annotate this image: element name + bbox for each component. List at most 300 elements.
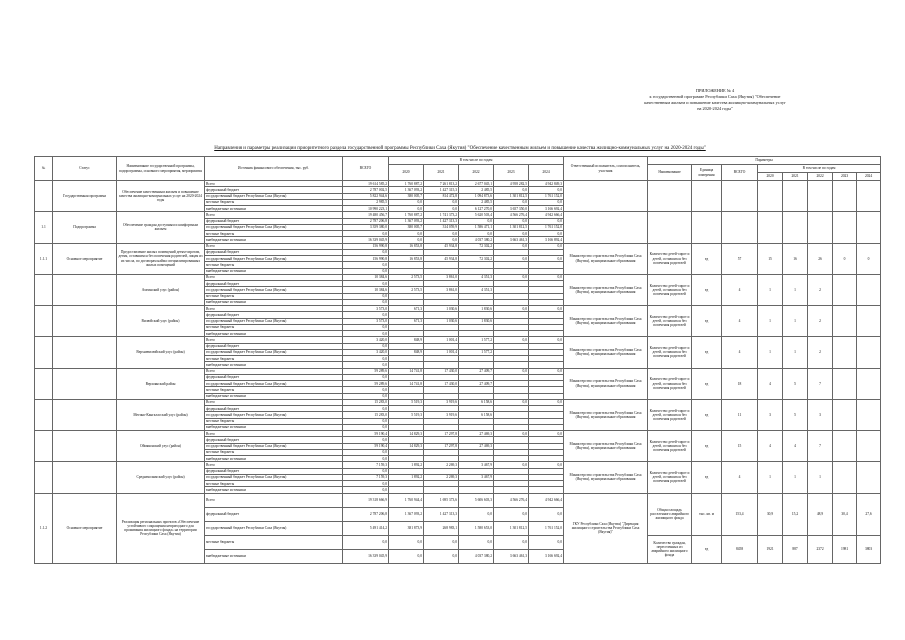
amount-cell: 0,0 — [389, 535, 424, 549]
param-unit: ед — [692, 306, 722, 337]
amount-cell: 156 990,8 — [343, 243, 389, 249]
amount-cell: 1 094 873,6 — [459, 193, 494, 199]
param-year-value: 4 — [758, 368, 783, 399]
row-number — [35, 431, 53, 462]
row-number — [35, 368, 53, 399]
amount-cell: 7 159,3 — [343, 474, 389, 480]
amount-cell: 19 318 666,9 — [343, 493, 389, 507]
header-param-by-years: В том числе по годам — [758, 165, 881, 173]
amount-cell: 1 577,2 — [459, 349, 494, 355]
row-name: Верхневилюйский улус (район) — [117, 337, 205, 368]
amount-cell: 0,0 — [424, 549, 459, 563]
source-label: внебюджетные источники — [205, 424, 343, 430]
param-unit: ед — [692, 462, 722, 493]
amount-cell: 0,0 — [343, 262, 389, 268]
amount-cell: 1 427 313,3 — [424, 507, 459, 521]
amount-cell: 848,9 — [389, 349, 424, 355]
amount-cell: 17 297,8 — [424, 431, 459, 437]
param-year-value — [833, 431, 857, 462]
amount-cell: 2 485,5 — [459, 187, 494, 193]
param-total: 8458 — [722, 535, 758, 563]
param-year-value: 1 — [808, 462, 833, 493]
row-status: Основное мероприятие — [53, 493, 117, 563]
row-status: Подпрограмма — [53, 212, 117, 243]
amount-cell: 4 037 380,2 — [459, 549, 494, 563]
param-total — [722, 212, 758, 243]
param-name — [648, 212, 692, 243]
amount-cell: 0,0 — [343, 343, 389, 349]
amount-cell: 1 580 653,0 — [459, 521, 494, 535]
param-year-value: 15,2 — [783, 493, 808, 535]
amount-cell: 381 873,9 — [389, 521, 424, 535]
amount-cell: 0,0 — [494, 231, 529, 237]
amount-cell: 380 005,7 — [389, 224, 424, 230]
amount-cell: 268 983,1 — [424, 521, 459, 535]
row-name: Обеспечение качественным жильем и повышение качества жилищно-коммунальных услуг на 2020-2024 годы — [117, 181, 205, 212]
amount-cell: 1 301 812,5 — [494, 193, 529, 199]
row-name: Амгинский улус (район) — [117, 274, 205, 305]
source-label: государственный бюджет Республики Саха (Якутия) — [205, 318, 343, 324]
param-year-value — [857, 431, 881, 462]
amount-cell: 27 469,3 — [459, 431, 494, 437]
amount-cell: 2 573,5 — [389, 287, 424, 293]
amount-cell: 6 127 270,0 — [459, 206, 494, 212]
amount-cell: 0,0 — [343, 468, 389, 474]
amount-cell: 0,0 — [343, 424, 389, 430]
amount-cell: 0,0 — [343, 449, 389, 455]
param-year-value: 2372 — [808, 535, 833, 563]
param-year-value: 1 — [758, 274, 783, 305]
source-label: местные бюджеты — [205, 324, 343, 330]
amount-cell: 1 367 093,2 — [389, 218, 424, 224]
amount-cell: 10 990 223,1 — [343, 206, 389, 212]
header-year-2020: 2020 — [389, 165, 424, 181]
param-unit: ед — [692, 535, 722, 563]
amount-cell: 59 190,4 — [343, 443, 389, 449]
header-by-years: В том числе по годам — [389, 157, 564, 165]
executor-cell: Министерство строительства Республики Саха (Якутия), муниципальные образования — [564, 337, 648, 368]
param-unit — [692, 181, 722, 212]
amount-cell: 2 677 045,1 — [459, 181, 494, 187]
row-name: Среднеколымский улус (район) — [117, 462, 205, 493]
amount-cell: 7 159,3 — [343, 462, 389, 468]
header-param-total: ВСЕГО — [722, 165, 758, 181]
amount-cell: 14 829,3 — [389, 431, 424, 437]
table-row — [35, 493, 881, 507]
header-num: № — [35, 157, 53, 181]
amount-cell: 19 614 585,2 — [343, 181, 389, 187]
amount-cell: 0,0 — [343, 331, 389, 337]
executor-cell: ГКУ Республики Саха (Якутия) "Дирекция жилищного строительства Республики Саха (Якутия)" — [564, 493, 648, 563]
amount-cell: 0,0 — [424, 199, 459, 205]
amount-cell: 1 586 471,1 — [459, 224, 494, 230]
header-year-2021: 2021 — [424, 165, 459, 181]
param-year-value: 3803 — [857, 535, 881, 563]
header-param-2021: 2021 — [783, 173, 808, 181]
source-label: внебюджетные источники — [205, 206, 343, 212]
row-number — [35, 274, 53, 305]
amount-cell: 0,0 — [529, 256, 564, 262]
amount-cell: 59 190,4 — [343, 431, 389, 437]
amount-cell: 5 606 603,3 — [459, 493, 494, 507]
source-label: федеральный бюджет — [205, 406, 343, 412]
param-year-value — [833, 274, 857, 305]
amount-cell: 2 269,3 — [424, 474, 459, 480]
amount-cell: 0,0 — [529, 462, 564, 468]
param-year-value: 1 — [783, 462, 808, 493]
param-year-value — [833, 306, 857, 337]
source-label: федеральный бюджет — [205, 218, 343, 224]
amount-cell: 0,0 — [459, 507, 494, 521]
amount-cell: 16 853,8 — [389, 243, 424, 249]
amount-cell: 1 001,4 — [424, 349, 459, 355]
source-label: местные бюджеты — [205, 449, 343, 455]
param-total: 4 — [722, 337, 758, 368]
source-label: Всего — [205, 399, 343, 405]
row-status — [53, 306, 117, 337]
source-label: Всего — [205, 462, 343, 468]
amount-cell: 0,0 — [494, 306, 529, 312]
source-label: внебюджетные источники — [205, 549, 343, 563]
amount-cell: 3 861,0 — [424, 287, 459, 293]
param-year-value: 1 — [783, 306, 808, 337]
amount-cell: 0,0 — [343, 356, 389, 362]
param-year-value: 3 — [758, 399, 783, 430]
amount-cell: 45 934,8 — [424, 256, 459, 262]
param-total — [722, 181, 758, 212]
row-name: Мегино-Кангаласский улус (район) — [117, 399, 205, 430]
row-number: 1.1.1 — [35, 243, 53, 274]
amount-cell: 1 892,2 — [389, 474, 424, 480]
param-unit: ед — [692, 243, 722, 274]
source-label: Всего — [205, 274, 343, 280]
amount-cell: 4 351,3 — [459, 287, 494, 293]
row-name: Реализация региональных проектов «Обеспечение устойчивого сокращения непригодного для проживания жилищного фонда» на территории Республики Саха (Якутия) — [117, 493, 205, 563]
amount-cell: 1 760 944,4 — [389, 493, 424, 507]
amount-cell: 0,0 — [343, 406, 389, 412]
amount-cell: 3 573,0 — [343, 318, 389, 324]
source-label: местные бюджеты — [205, 387, 343, 393]
param-total: 18 — [722, 368, 758, 399]
param-year-value: 7 — [808, 368, 833, 399]
amount-cell: 3 861,0 — [424, 274, 459, 280]
source-label: федеральный бюджет — [205, 281, 343, 287]
appendix-line: к государственной программе Республики Саха (Якутия) "Обеспечение — [649, 94, 781, 99]
source-label: государственный бюджет Республики Саха (Якутия) — [205, 224, 343, 230]
amount-cell: 0,0 — [529, 218, 564, 224]
amount-cell: 7 261 813,2 — [424, 181, 459, 187]
header-param-2022: 2022 — [808, 173, 833, 181]
executor-cell: Министерство строительства Республики Саха (Якутия), муниципальные образования — [564, 368, 648, 399]
param-name: Количество детей-сирот и детей, оставшихся без попечения родителей — [648, 274, 692, 305]
amount-cell: 1 301 812,5 — [494, 224, 529, 230]
param-name: Количество детей-сирот и детей, оставшихся без попечения родителей — [648, 431, 692, 462]
amount-cell: 10 384,6 — [343, 274, 389, 280]
amount-cell: 1 030,6 — [424, 318, 459, 324]
amount-cell: 4 566 276,4 — [494, 493, 529, 507]
amount-cell: 0,0 — [389, 206, 424, 212]
param-year-value: 1 — [783, 274, 808, 305]
source-label: федеральный бюджет — [205, 507, 343, 521]
param-year-value: 26 — [808, 243, 833, 274]
header-year-2024: 2024 — [529, 165, 564, 181]
param-year-value: 0 — [857, 243, 881, 274]
param-year-value: 1921 — [758, 535, 783, 563]
amount-cell: 380 005,7 — [389, 193, 424, 199]
source-label: внебюджетные источники — [205, 268, 343, 274]
amount-cell: 156 990,8 — [343, 256, 389, 262]
param-name: Количество детей-сирот и детей, оставшихся без попечения родителей — [648, 368, 692, 399]
param-name: Общая площадь расселенного аварийного жилищного фонда — [648, 493, 692, 535]
param-year-value: 1 — [758, 462, 783, 493]
amount-cell: 0,0 — [343, 293, 389, 299]
amount-cell: 3 467,9 — [459, 474, 494, 480]
amount-cell: 0,0 — [343, 249, 389, 255]
row-status: Основное мероприятие — [53, 243, 117, 274]
amount-cell: 0,0 — [389, 549, 424, 563]
amount-cell: 0,0 — [494, 199, 529, 205]
amount-cell: 1 761 152,0 — [529, 224, 564, 230]
amount-cell: 0,0 — [343, 324, 389, 330]
amount-cell: 0,0 — [529, 337, 564, 343]
executor-cell: Министерство строительства Республики Саха (Якутия), муниципальные образования — [564, 274, 648, 305]
source-label: государственный бюджет Республики Саха (Якутия) — [205, 193, 343, 199]
amount-cell: 1 001,4 — [424, 337, 459, 343]
amount-cell: 814 472,8 — [424, 193, 459, 199]
param-unit: ед — [692, 399, 722, 430]
program-table-body — [35, 181, 881, 564]
amount-cell: 3 657 350,0 — [494, 206, 529, 212]
amount-cell: 3 420,0 — [343, 349, 389, 355]
param-year-value: 1 — [758, 306, 783, 337]
source-label: местные бюджеты — [205, 356, 343, 362]
program-table-container — [34, 156, 880, 564]
param-unit: ед — [692, 431, 722, 462]
param-year-value: 2 — [808, 337, 833, 368]
param-year-value — [857, 462, 881, 493]
amount-cell: 5 519,3 — [389, 399, 424, 405]
amount-cell: 16 339 045,9 — [343, 549, 389, 563]
param-year-value — [857, 306, 881, 337]
amount-cell: 15 283,0 — [343, 412, 389, 418]
header-executor: Ответственный исполнитель, соисполнитель, участник — [564, 157, 648, 181]
amount-cell: 671,3 — [389, 306, 424, 312]
amount-cell: 1 761 152,0 — [529, 521, 564, 535]
row-number — [35, 306, 53, 337]
source-label: Всего — [205, 212, 343, 218]
source-label: федеральный бюджет — [205, 343, 343, 349]
amount-cell: 0,0 — [389, 237, 424, 243]
amount-cell: 0,0 — [529, 368, 564, 374]
amount-cell: 0,0 — [529, 306, 564, 312]
param-total: 57 — [722, 243, 758, 274]
executor-cell: Министерство строительства Республики Саха (Якутия), муниципальные образования — [564, 431, 648, 462]
amount-cell: 0,0 — [459, 218, 494, 224]
param-year-value: 2 — [808, 306, 833, 337]
amount-cell: 3 573,0 — [343, 306, 389, 312]
appendix-line: качественным жильем и повышение качества жилищно-коммунальных услуг — [644, 100, 786, 105]
param-total: 4 — [722, 274, 758, 305]
param-year-value — [783, 212, 808, 243]
amount-cell: 1 741 373,2 — [424, 212, 459, 218]
executor-cell: Министерство строительства Республики Саха (Якутия), муниципальные образования — [564, 399, 648, 430]
amount-cell: 314 059,9 — [424, 224, 459, 230]
amount-cell: 3 467,9 — [459, 462, 494, 468]
amount-cell: 2 787 206,8 — [343, 218, 389, 224]
header-params: Параметры — [648, 157, 881, 165]
amount-cell: 4 958 282,5 — [494, 181, 529, 187]
param-total: 4 — [722, 306, 758, 337]
amount-cell: 0,0 — [343, 268, 389, 274]
param-year-value: 30,4 — [833, 493, 857, 535]
param-year-value — [833, 181, 857, 212]
amount-cell: 2 985,5 — [343, 199, 389, 205]
source-label: федеральный бюджет — [205, 312, 343, 318]
amount-cell: 14 829,3 — [389, 443, 424, 449]
amount-cell: 0,0 — [494, 243, 529, 249]
amount-cell: 5 822 944,6 — [343, 193, 389, 199]
amount-cell: 0,0 — [494, 368, 529, 374]
source-label: Всего — [205, 306, 343, 312]
amount-cell: 3 166 692,4 — [529, 549, 564, 563]
amount-cell: 27 409,7 — [459, 381, 494, 387]
amount-cell: 1 892,2 — [389, 462, 424, 468]
amount-cell: 848,9 — [389, 337, 424, 343]
amount-cell: 0,0 — [343, 362, 389, 368]
source-label: местные бюджеты — [205, 481, 343, 487]
amount-cell: 59 289,6 — [343, 368, 389, 374]
row-name: Оймяконский улус (район) — [117, 431, 205, 462]
amount-cell: 16 339 045,9 — [343, 237, 389, 243]
param-total: 11 — [722, 399, 758, 430]
source-label: федеральный бюджет — [205, 249, 343, 255]
amount-cell: 27 469,3 — [459, 443, 494, 449]
amount-cell: 0,0 — [424, 206, 459, 212]
param-name — [648, 181, 692, 212]
param-year-value: 5 — [783, 368, 808, 399]
source-label: государственный бюджет Республики Саха (Якутия) — [205, 381, 343, 387]
param-year-value — [857, 368, 881, 399]
row-status — [53, 368, 117, 399]
param-year-value: 48,9 — [808, 493, 833, 535]
amount-cell: 16 853,8 — [389, 256, 424, 262]
amount-cell: 15 283,0 — [343, 399, 389, 405]
param-year-value — [833, 368, 857, 399]
header-param-2024: 2024 — [857, 173, 881, 181]
source-label: местные бюджеты — [205, 535, 343, 549]
param-year-value: 30,9 — [758, 493, 783, 535]
amount-cell: 2 787 206,8 — [343, 507, 389, 521]
amount-cell: 2 269,3 — [424, 462, 459, 468]
amount-cell: 0,0 — [389, 199, 424, 205]
amount-cell: 4 566 276,4 — [494, 212, 529, 218]
header-param-2023: 2023 — [833, 173, 857, 181]
amount-cell: 0,0 — [343, 312, 389, 318]
amount-cell: 3 919,6 — [424, 399, 459, 405]
amount-cell: 0,0 — [424, 237, 459, 243]
param-year-value: 1 — [783, 337, 808, 368]
param-year-value: 4 — [783, 431, 808, 462]
amount-cell: 0,0 — [343, 481, 389, 487]
param-name: Количество детей-сирот и детей, оставшихся без попечения родителей — [648, 306, 692, 337]
param-year-value — [833, 212, 857, 243]
param-year-value: 4 — [758, 431, 783, 462]
amount-cell: 0,0 — [529, 274, 564, 280]
amount-cell: 1 367 093,2 — [389, 507, 424, 521]
amount-cell: 45 934,8 — [424, 243, 459, 249]
param-year-value — [857, 181, 881, 212]
executor-cell — [564, 181, 648, 212]
param-year-value: 887 — [783, 535, 808, 563]
row-name: Вилюйский улус (район) — [117, 306, 205, 337]
source-label: федеральный бюджет — [205, 437, 343, 443]
source-label: федеральный бюджет — [205, 374, 343, 380]
amount-cell: 671,3 — [389, 318, 424, 324]
header-year-2023: 2023 — [494, 165, 529, 181]
param-year-value — [808, 212, 833, 243]
amount-cell: 5 519,3 — [389, 412, 424, 418]
amount-cell: 3 663 461,3 — [494, 237, 529, 243]
amount-cell: 1 830,6 — [459, 306, 494, 312]
row-status: Государственная программа — [53, 181, 117, 212]
amount-cell: 1 830,6 — [459, 318, 494, 324]
amount-cell: 17 297,8 — [424, 443, 459, 449]
amount-cell: 0,0 — [529, 231, 564, 237]
amount-cell: 1 695 373,6 — [424, 493, 459, 507]
param-year-value — [857, 399, 881, 430]
amount-cell: 14 741,8 — [389, 381, 424, 387]
amount-cell: 0,0 — [343, 231, 389, 237]
amount-cell: 10 384,6 — [343, 287, 389, 293]
amount-cell: 0,0 — [529, 199, 564, 205]
amount-cell: 0,0 — [529, 243, 564, 249]
amount-cell: 59 289,6 — [343, 381, 389, 387]
amount-cell: 0,0 — [343, 456, 389, 462]
source-label: государственный бюджет Республики Саха (Якутия) — [205, 521, 343, 535]
param-total: 15 — [722, 431, 758, 462]
executor-cell: Министерство строительства Республики Саха (Якутия), муниципальные образования — [564, 243, 648, 274]
param-year-value: 1 — [758, 337, 783, 368]
source-label: государственный бюджет Республики Саха (Якутия) — [205, 443, 343, 449]
row-status — [53, 399, 117, 430]
amount-cell: 4 942 666,4 — [529, 212, 564, 218]
source-label: Всего — [205, 431, 343, 437]
param-name: Количество детей-сирот и детей, оставшихся без попечения родителей — [648, 337, 692, 368]
param-year-value: 2 — [808, 274, 833, 305]
amount-cell: 6 158,6 — [459, 399, 494, 405]
source-label: федеральный бюджет — [205, 187, 343, 193]
amount-cell: 0,0 — [494, 337, 529, 343]
source-label: внебюджетные источники — [205, 456, 343, 462]
amount-cell: 1 760 887,2 — [389, 212, 424, 218]
amount-cell: 6 158,6 — [459, 412, 494, 418]
amount-cell: 0,0 — [494, 462, 529, 468]
amount-cell: 0,0 — [494, 218, 529, 224]
param-year-value — [833, 462, 857, 493]
param-name: Количество детей-сирот и детей, оставшихся без попечения родителей — [648, 399, 692, 430]
source-label: внебюджетные источники — [205, 299, 343, 305]
source-label: Всего — [205, 493, 343, 507]
amount-cell: 0,0 — [343, 374, 389, 380]
param-name: Количество граждан, переселенных из аварийного жилищного фонда — [648, 535, 692, 563]
amount-cell: 0,0 — [494, 535, 529, 549]
appendix-block — [600, 88, 830, 112]
param-year-value — [833, 337, 857, 368]
amount-cell: 0,0 — [343, 487, 389, 493]
amount-cell: 0,0 — [529, 187, 564, 193]
amount-cell: 0,0 — [529, 535, 564, 549]
param-total: 153,4 — [722, 493, 758, 535]
